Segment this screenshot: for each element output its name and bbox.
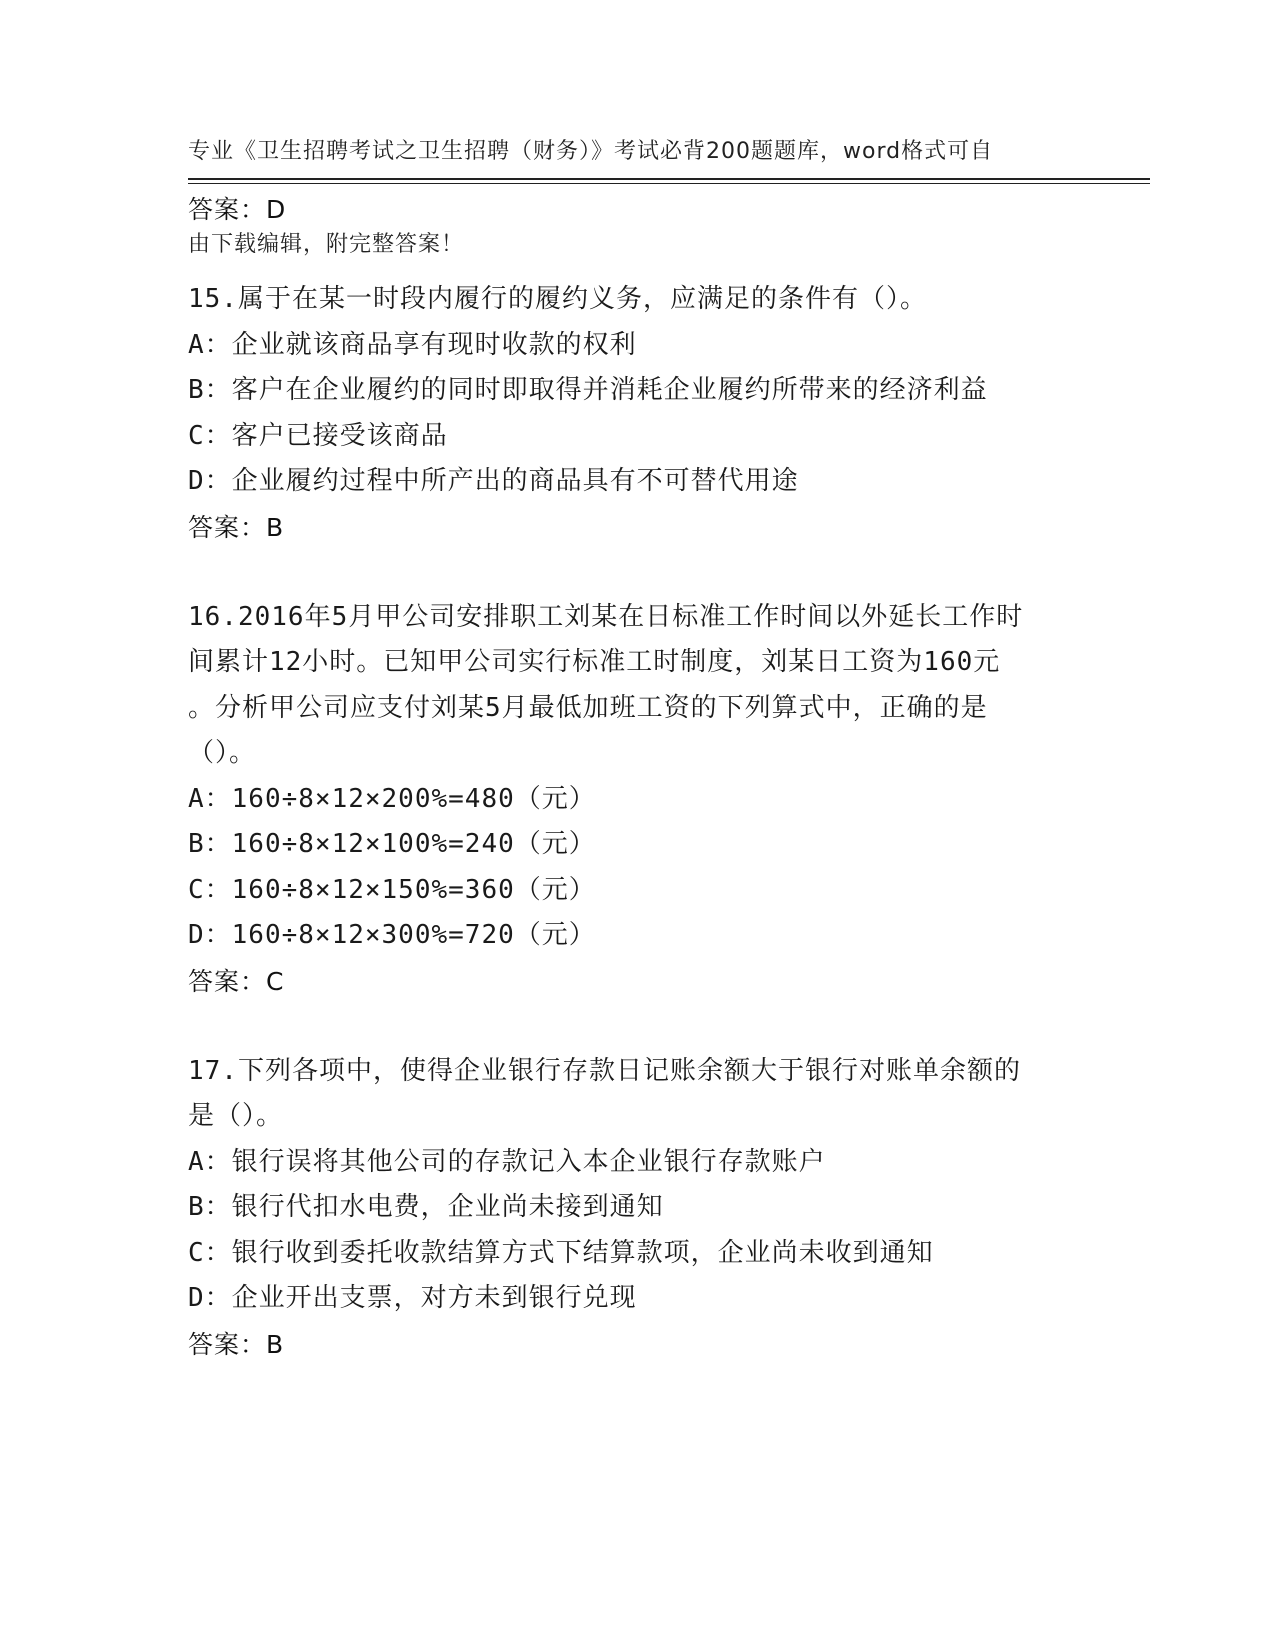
option-c: C：银行收到委托收款结算方式下结算款项，企业尚未收到通知 xyxy=(188,1237,934,1268)
question-stem-line: （）。 xyxy=(188,738,257,768)
option-a: A：160÷8×12×200%=480（元） xyxy=(188,783,596,814)
option-c: C：客户已接受该商品 xyxy=(188,420,448,451)
option-d: D：企业履约过程中所产出的商品具有不可替代用途 xyxy=(188,466,799,496)
question-stem xyxy=(188,1049,1088,1140)
question-stem-line: 16.2016年5月甲公司安排职工刘某在日标准工作时间以外延长工作时 xyxy=(188,601,1024,632)
question-stem-line: 。分析甲公司应支付刘某5月最低加班工资的下列算式中，正确的是 xyxy=(188,692,988,723)
question-stem-line: 17.下列各项中，使得企业银行存款日记账余额大于银行对账单余额的 xyxy=(188,1055,1021,1086)
question-stem-line: 间累计12小时。已知甲公司实行标准工时制度，刘某日工资为160元 xyxy=(188,647,1001,677)
question-stem-line: 是（）。 xyxy=(188,1101,284,1131)
spacer xyxy=(188,233,1088,277)
header-rule-thin xyxy=(188,183,1150,184)
option-d: D：160÷8×12×300%=720（元） xyxy=(188,920,596,950)
option-a: A：企业就该商品享有现时收款的权利 xyxy=(188,329,637,360)
question-15 xyxy=(188,277,1088,551)
option-b: B：客户在企业履约的同时即取得并消耗企业履约所带来的经济利益 xyxy=(188,375,988,405)
option-d: D：企业开出支票，对方未到银行兑现 xyxy=(188,1283,637,1313)
question-16 xyxy=(188,595,1088,1005)
question-content xyxy=(188,187,1088,1368)
question-17 xyxy=(188,1049,1088,1368)
option-a: A：银行误将其他公司的存款记入本企业银行存款账户 xyxy=(188,1146,826,1177)
answer: 答案：C xyxy=(188,966,285,996)
option-b: B：银行代扣水电费，企业尚未接到通知 xyxy=(188,1192,664,1222)
question-stem-line: 15.属于在某一时段内履行的履约义务，应满足的条件有（）。 xyxy=(188,284,927,314)
option-c: C：160÷8×12×150%=360（元） xyxy=(188,874,596,905)
answer: 答案：B xyxy=(188,1329,285,1359)
option-b: B：160÷8×12×100%=240（元） xyxy=(188,829,596,859)
header-line-2: 由下载编辑，附完整答案！ xyxy=(188,232,465,257)
header-line-1: 专业《卫生招聘考试之卫生招聘（财务）》考试必背200题题库，word格式可自 xyxy=(188,139,994,164)
spacer xyxy=(188,551,1088,595)
answer: 答案：B xyxy=(188,512,285,542)
spacer xyxy=(188,1005,1088,1049)
question-stem xyxy=(188,595,1088,777)
previous-answer: 答案：D xyxy=(188,195,287,224)
question-stem xyxy=(188,277,1088,323)
header-rule-thick xyxy=(188,178,1150,180)
